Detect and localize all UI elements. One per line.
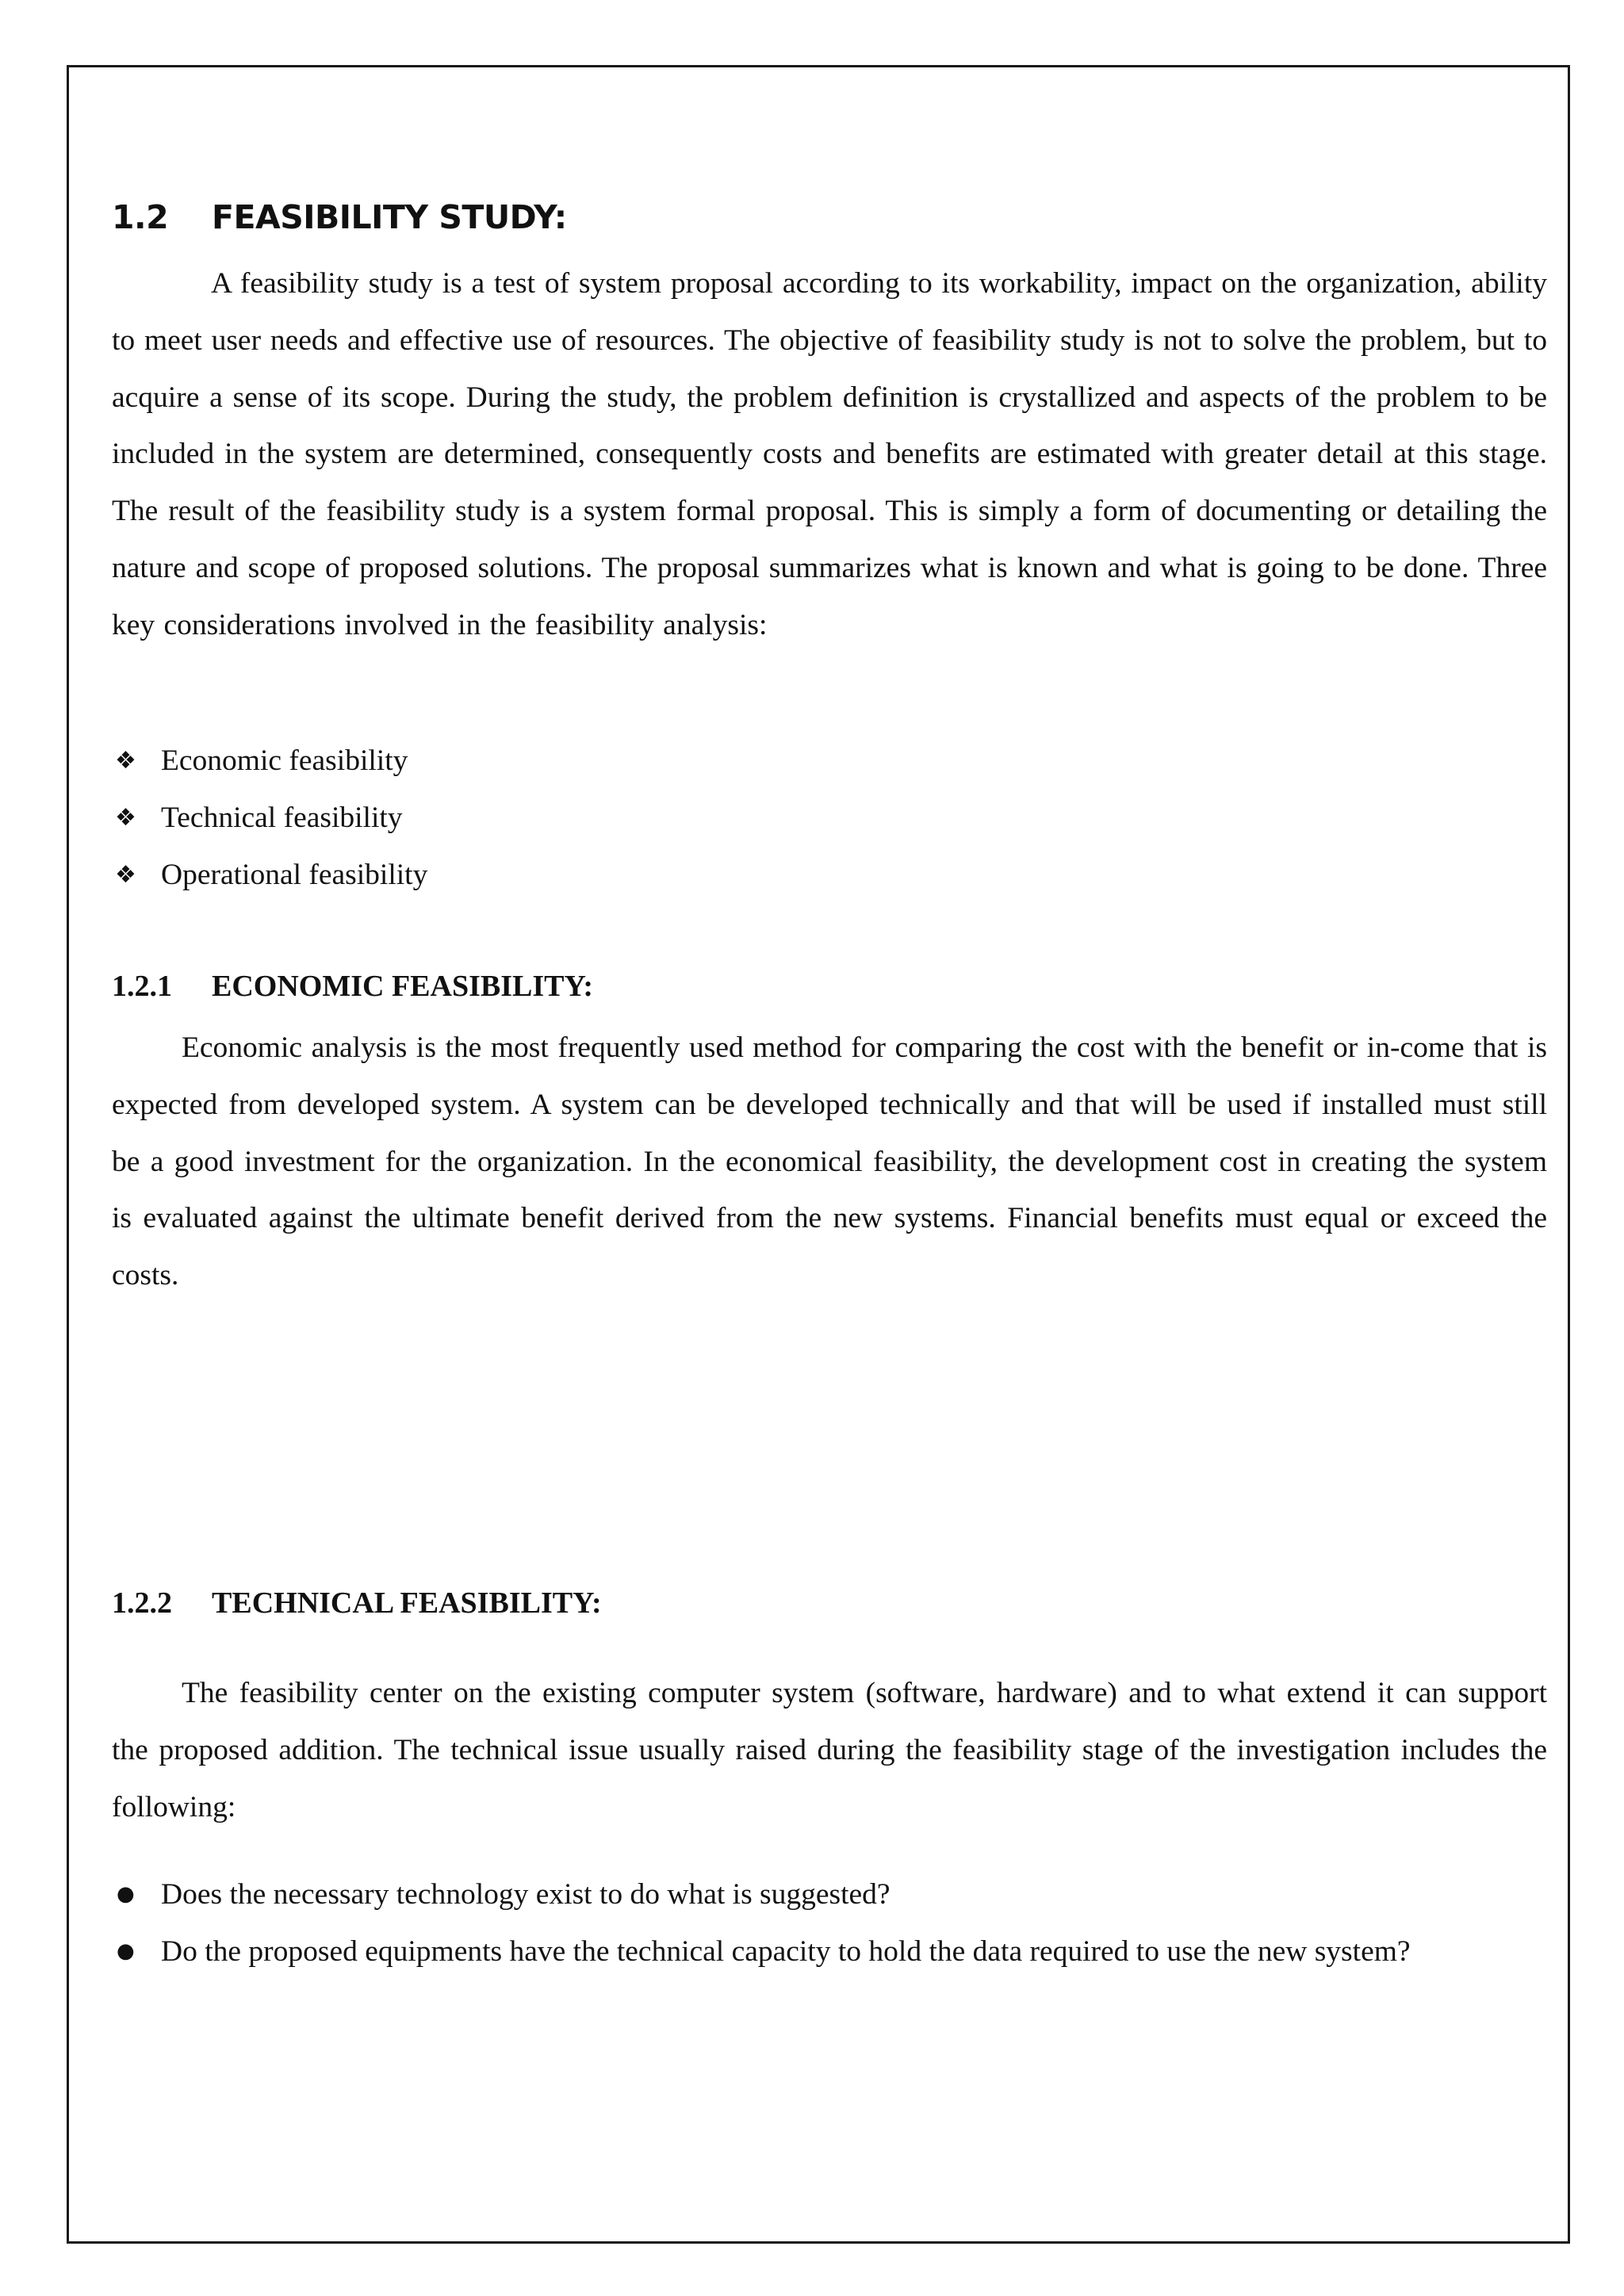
round-bullet-icon: ● bbox=[117, 1882, 135, 1906]
subsection-title: TECHNICAL FEASIBILITY: bbox=[212, 1586, 602, 1620]
technical-paragraph: The feasibility center on the existing computer system (software, hardware) and to what extend it can support the proposed addition. The technical issue usually raised during the feasibility stage of the investigation includes the following: bbox=[112, 1677, 1547, 1823]
list-item-label: Do the proposed equipments have the technical capacity to hold the data required to use the new system? bbox=[161, 1934, 1411, 1968]
list-item bbox=[112, 1866, 1509, 1923]
feasibility-intro-paragraph: A feasibility study is a test of system proposal according to its workability, impact on the organization, ability to meet user needs and effective use of resources. The objective of feasibility study is not to solve the problem, but to acquire a sense of its scope. During the study, the problem definition is crystallized and aspects of the problem to be included in the system are determined, consequently costs and benefits are estimated with greater detail at this stage. The result of the feasibility study is a system formal proposal. This is simply a form of documenting or detailing the nature and scope of proposed solutions. The proposal summarizes what is known and what is going to be done. Three key considerations involved in the feasibility analysis: bbox=[112, 267, 1547, 641]
diamond-bullet-icon: ❖ bbox=[115, 860, 136, 889]
section-heading bbox=[112, 198, 567, 236]
list-item bbox=[112, 847, 1547, 904]
section-number: 1.2 bbox=[112, 198, 169, 236]
list-item-label: Does the necessary technology exist to do what is suggested? bbox=[161, 1878, 891, 1911]
subsection-number: 1.2.1 bbox=[112, 970, 172, 1003]
section-title: FEASIBILITY STUDY: bbox=[212, 198, 567, 236]
list-item bbox=[112, 1923, 1509, 1980]
economic-paragraph: Economic analysis is the most frequently used method for comparing the cost with the benefit or in-come that is expected from developed system. A system can be developed technically and that will be used if installed must still be a good investment for the organization. In the economical feasibility, the development cost in creating the system is evaluated against the ultimate benefit derived from the new systems. Financial benefits must equal or exceed the costs. bbox=[112, 1031, 1547, 1292]
technical-questions-list bbox=[112, 1866, 1547, 1980]
list-item-label: Economic feasibility bbox=[161, 744, 408, 777]
list-item bbox=[112, 790, 1547, 847]
subsection-number: 1.2.2 bbox=[112, 1586, 172, 1620]
technical-heading bbox=[112, 1586, 602, 1621]
list-item-label: Technical feasibility bbox=[161, 801, 403, 834]
subsection-title: ECONOMIC FEASIBILITY: bbox=[212, 970, 594, 1003]
list-item-label: Operational feasibility bbox=[161, 858, 428, 891]
round-bullet-icon: ● bbox=[117, 1938, 135, 1963]
considerations-list bbox=[112, 733, 1547, 903]
economic-heading bbox=[112, 969, 593, 1004]
list-item bbox=[112, 733, 1547, 790]
diamond-bullet-icon: ❖ bbox=[115, 803, 136, 832]
diamond-bullet-icon: ❖ bbox=[115, 747, 136, 775]
